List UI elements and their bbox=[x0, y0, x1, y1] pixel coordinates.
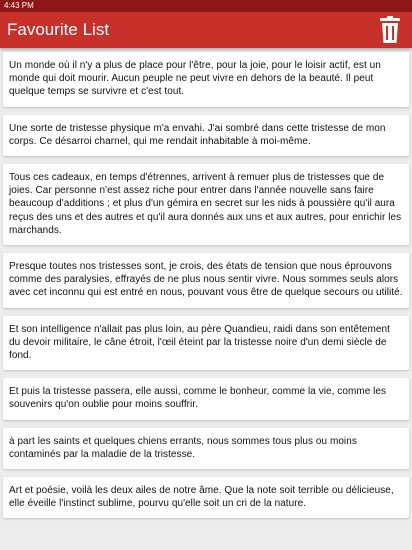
trash-icon[interactable] bbox=[374, 14, 406, 46]
quote-text: Un monde où il n'y a plus de place pour l'être, pour la joie, pour le loisir actif, est un monde qui doit mourir. Aucun peuple ne peut vivre en dehors de la beauté. Il peut quelque temps se survivre et c'est tout. bbox=[9, 60, 381, 98]
quote-text: Presque toutes nos tristesses sont, je crois, des états de tension que nous éprouvons comme des paralysies, effrayés de ne plus nous sentir vivre. Nous sommes seuls alors avec cet inconnu qui est entré en nous, pouvant vous être de quelque secours ou utilité. bbox=[9, 261, 403, 299]
app-bar bbox=[0, 12, 412, 48]
quote-text: Et puis la tristesse passera, elle aussi, comme le bonheur, comme la vie, comme les souvenirs qu'on oublie pour moins souffrir. bbox=[9, 386, 387, 411]
quote-card[interactable] bbox=[3, 164, 409, 245]
quote-text: à part les saints et quelques chiens errants, nous sommes tous plus ou moins contaminés par la maladie de la tristesse. bbox=[9, 435, 357, 460]
page-title: Favourite List bbox=[7, 20, 110, 39]
quote-text: Et son intelligence n'allait pas plus loin, au père Quandieu, raidi dans son entêtement du devoir militaire, le câne étroit, l'œil éteint par la tristesse noire d'un demi siècle de fond. bbox=[9, 323, 390, 362]
quote-text: Une sorte de tristesse physique m'a envahi. J'ai sombré dans cette tristesse de mon corps. Ce désarroi charnel, qui me rendait inhabitable à moi-même. bbox=[9, 122, 386, 147]
quote-card[interactable] bbox=[3, 115, 409, 156]
quote-text: Tous ces cadeaux, en temps d'étrennes, arrivent à remuer plus de tristesses que de joies. Car personne n'est assez riche pour entrer dans l'année nouvelle sans faire beaucoup d'additions ; et plus d'un gémira en secret sur les nids à poussière qu'il aura reçus des uns et des autres et qu'il aura donnés aux uns et aux autres, pour enrichir les marchands. bbox=[9, 172, 402, 236]
quote-card[interactable] bbox=[3, 477, 409, 518]
quote-text: Art et poésie, voilà les deux ailes de notre âme. Que la note soit terrible ou délicieuse, elle éveille l'instinct sublime, pourvu qu'elle soit un cri de la nature. bbox=[9, 485, 394, 510]
favourite-list bbox=[0, 48, 412, 518]
status-bar bbox=[0, 0, 412, 12]
status-time: 4:43 PM bbox=[4, 1, 34, 10]
quote-card[interactable] bbox=[3, 378, 409, 419]
quote-card[interactable] bbox=[3, 253, 409, 308]
quote-card[interactable] bbox=[3, 428, 409, 469]
quote-card[interactable] bbox=[3, 52, 409, 107]
quote-card[interactable] bbox=[3, 316, 409, 371]
